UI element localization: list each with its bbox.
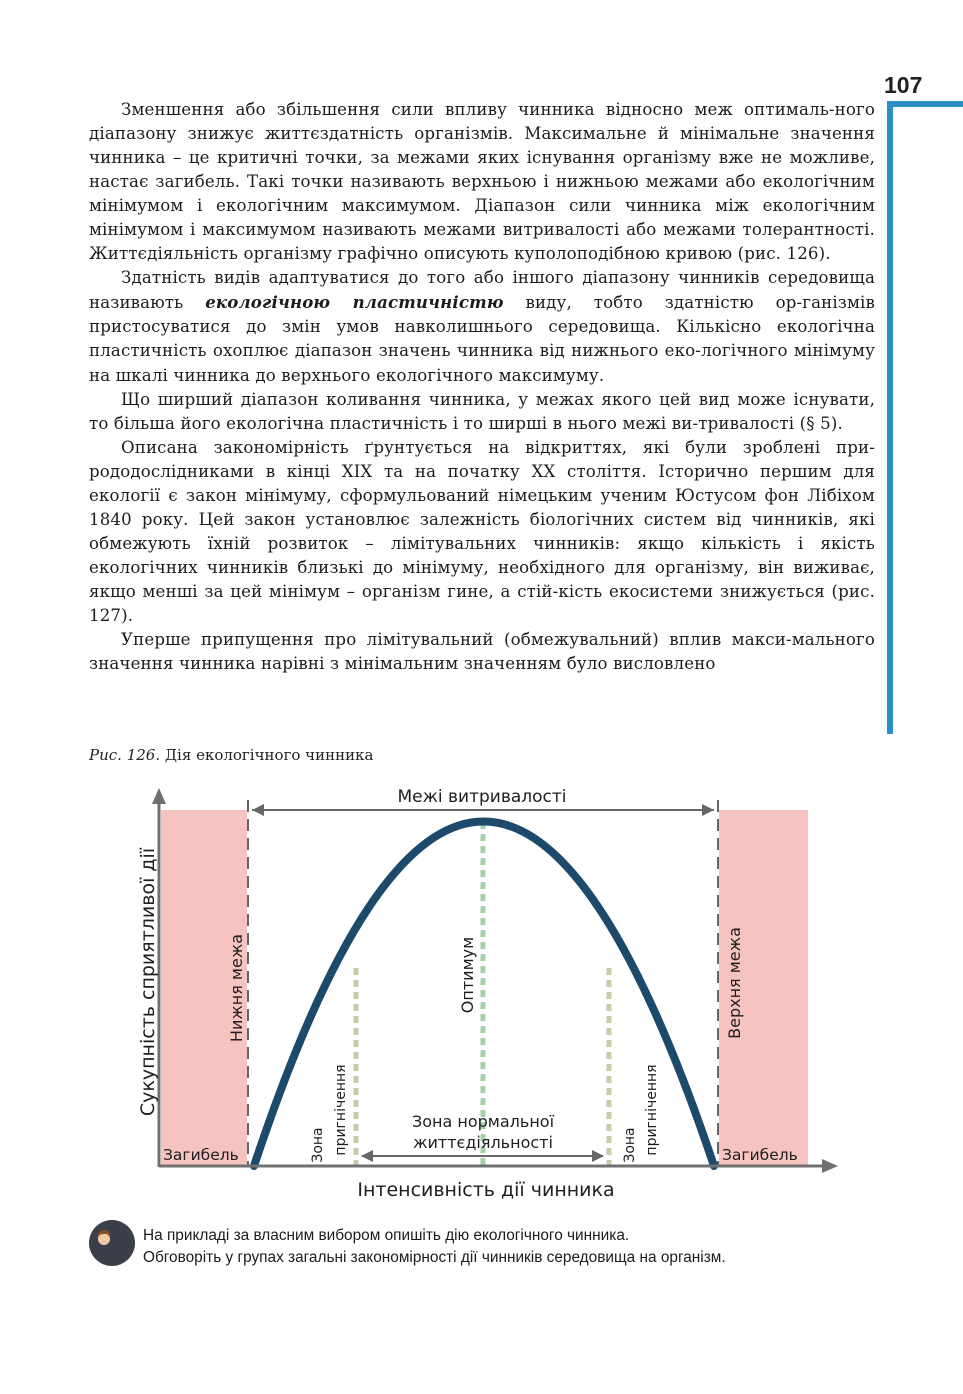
normal-zone-label-2: життєдіяльності	[413, 1133, 553, 1152]
suppression-left-label-2: пригнічення	[333, 1064, 349, 1156]
figure-title: Дія екологічного чинника	[160, 746, 374, 764]
y-axis-arrowhead	[152, 788, 166, 804]
paragraph-4: Описана закономірність ґрунтується на відкриттях, які були зроблені при-рододослідниками в кінці XIX та на початку XX століття. Історично першим для екології є закон мінімуму, сформульований німецьким ученим Юстусом фон Лібіхом 1840 року. Цей закон установлює залежність біологічних систем від чинників, які обмежують їхній розвиток – лімітувальних чинників: якщо кількість і якість екологічних чинників близькі до мінімуму, необхідного для організму, він виживає, якщо менші за цей мінімум – організм гине, а стій-кість екосистеми знижується (рис. 127).	[89, 437, 875, 625]
death-label-right: Загибель	[722, 1146, 798, 1164]
term-ecological-plasticity: екологічною пластичністю	[205, 292, 504, 313]
x-axis-label: Інтенсивність дії чинника	[357, 1179, 615, 1201]
upper-limit-label: Верхня межа	[725, 927, 744, 1039]
task-line-2: Обговоріть у групах загальні закономірності дії чинників середовища на організм.	[143, 1249, 726, 1266]
y-axis-label: Сукупність сприятливої дії	[137, 847, 159, 1117]
normal-zone-arrowhead-left	[361, 1150, 373, 1162]
paragraph-5: Уперше припущення про лімітувальний (обмежувальний) вплив макси-мального значення чинника нарівні з мінімальним значенням було висловлено	[89, 630, 875, 674]
suppression-right-label-1: Зона	[622, 1127, 638, 1163]
paragraph-2: Здатність видів адаптуватися до того або іншого діапазону чинників середовища називають екологічною пластичністю виду, тобто здатністю ор-ганізмів пристосуватися до змін умов навколишнього середовища. Кількісно екологічна пластичність охоплює діапазон значень чинника від нижнього еко-логічного мінімуму на шкалі чинника до верхнього екологічного максимуму.	[89, 268, 876, 385]
lower-limit-label: Нижня межа	[227, 933, 246, 1043]
normal-zone-label-1: Зона нормальної	[411, 1112, 555, 1131]
suppression-left-label-1: Зона	[310, 1127, 326, 1163]
normal-zone-arrowhead-right	[592, 1150, 604, 1162]
optimum-label: Оптимум	[458, 936, 477, 1014]
suppression-right-label-2: пригнічення	[644, 1064, 660, 1156]
tolerance-arrowhead-right	[702, 804, 714, 816]
figure-number: Рис. 126.	[89, 746, 161, 764]
task-text	[143, 1225, 726, 1269]
death-label-left: Загибель	[163, 1146, 239, 1164]
x-axis-arrowhead	[822, 1159, 838, 1173]
paragraph-1: Зменшення або збільшення сили впливу чинника відносно меж оптималь-ного діапазону знижує життєздатність організмів. Максимальне й мінімальне значення чинника – це критичні точки, за межами яких існування організму вже не можливе, настає загибель. Такі точки називають верхньою і нижньою межами або екологічним мінімумом і екологічним максимумом. Діапазон сили чинника між екологічним мінімумом і максимумом називають межами витривалості або межами толерантності. Життєдіяльність організму графічно описують куполоподібною кривою (рис. 126).	[89, 100, 876, 264]
page-number: 107	[884, 72, 923, 98]
students-icon	[88, 1219, 136, 1267]
tolerance-label: Межі витривалості	[397, 787, 567, 807]
tolerance-arrowhead-left	[252, 804, 264, 816]
paragraph-3: Що ширший діапазон коливання чинника, у межах якого цей вид може існувати, то більша його екологічна пластичність і то ширші в нього межі ви-тривалості (§ 5).	[89, 389, 875, 433]
task-line-1: На прикладі за власним вибором опишіть дію екологічного чинника.	[143, 1227, 630, 1244]
